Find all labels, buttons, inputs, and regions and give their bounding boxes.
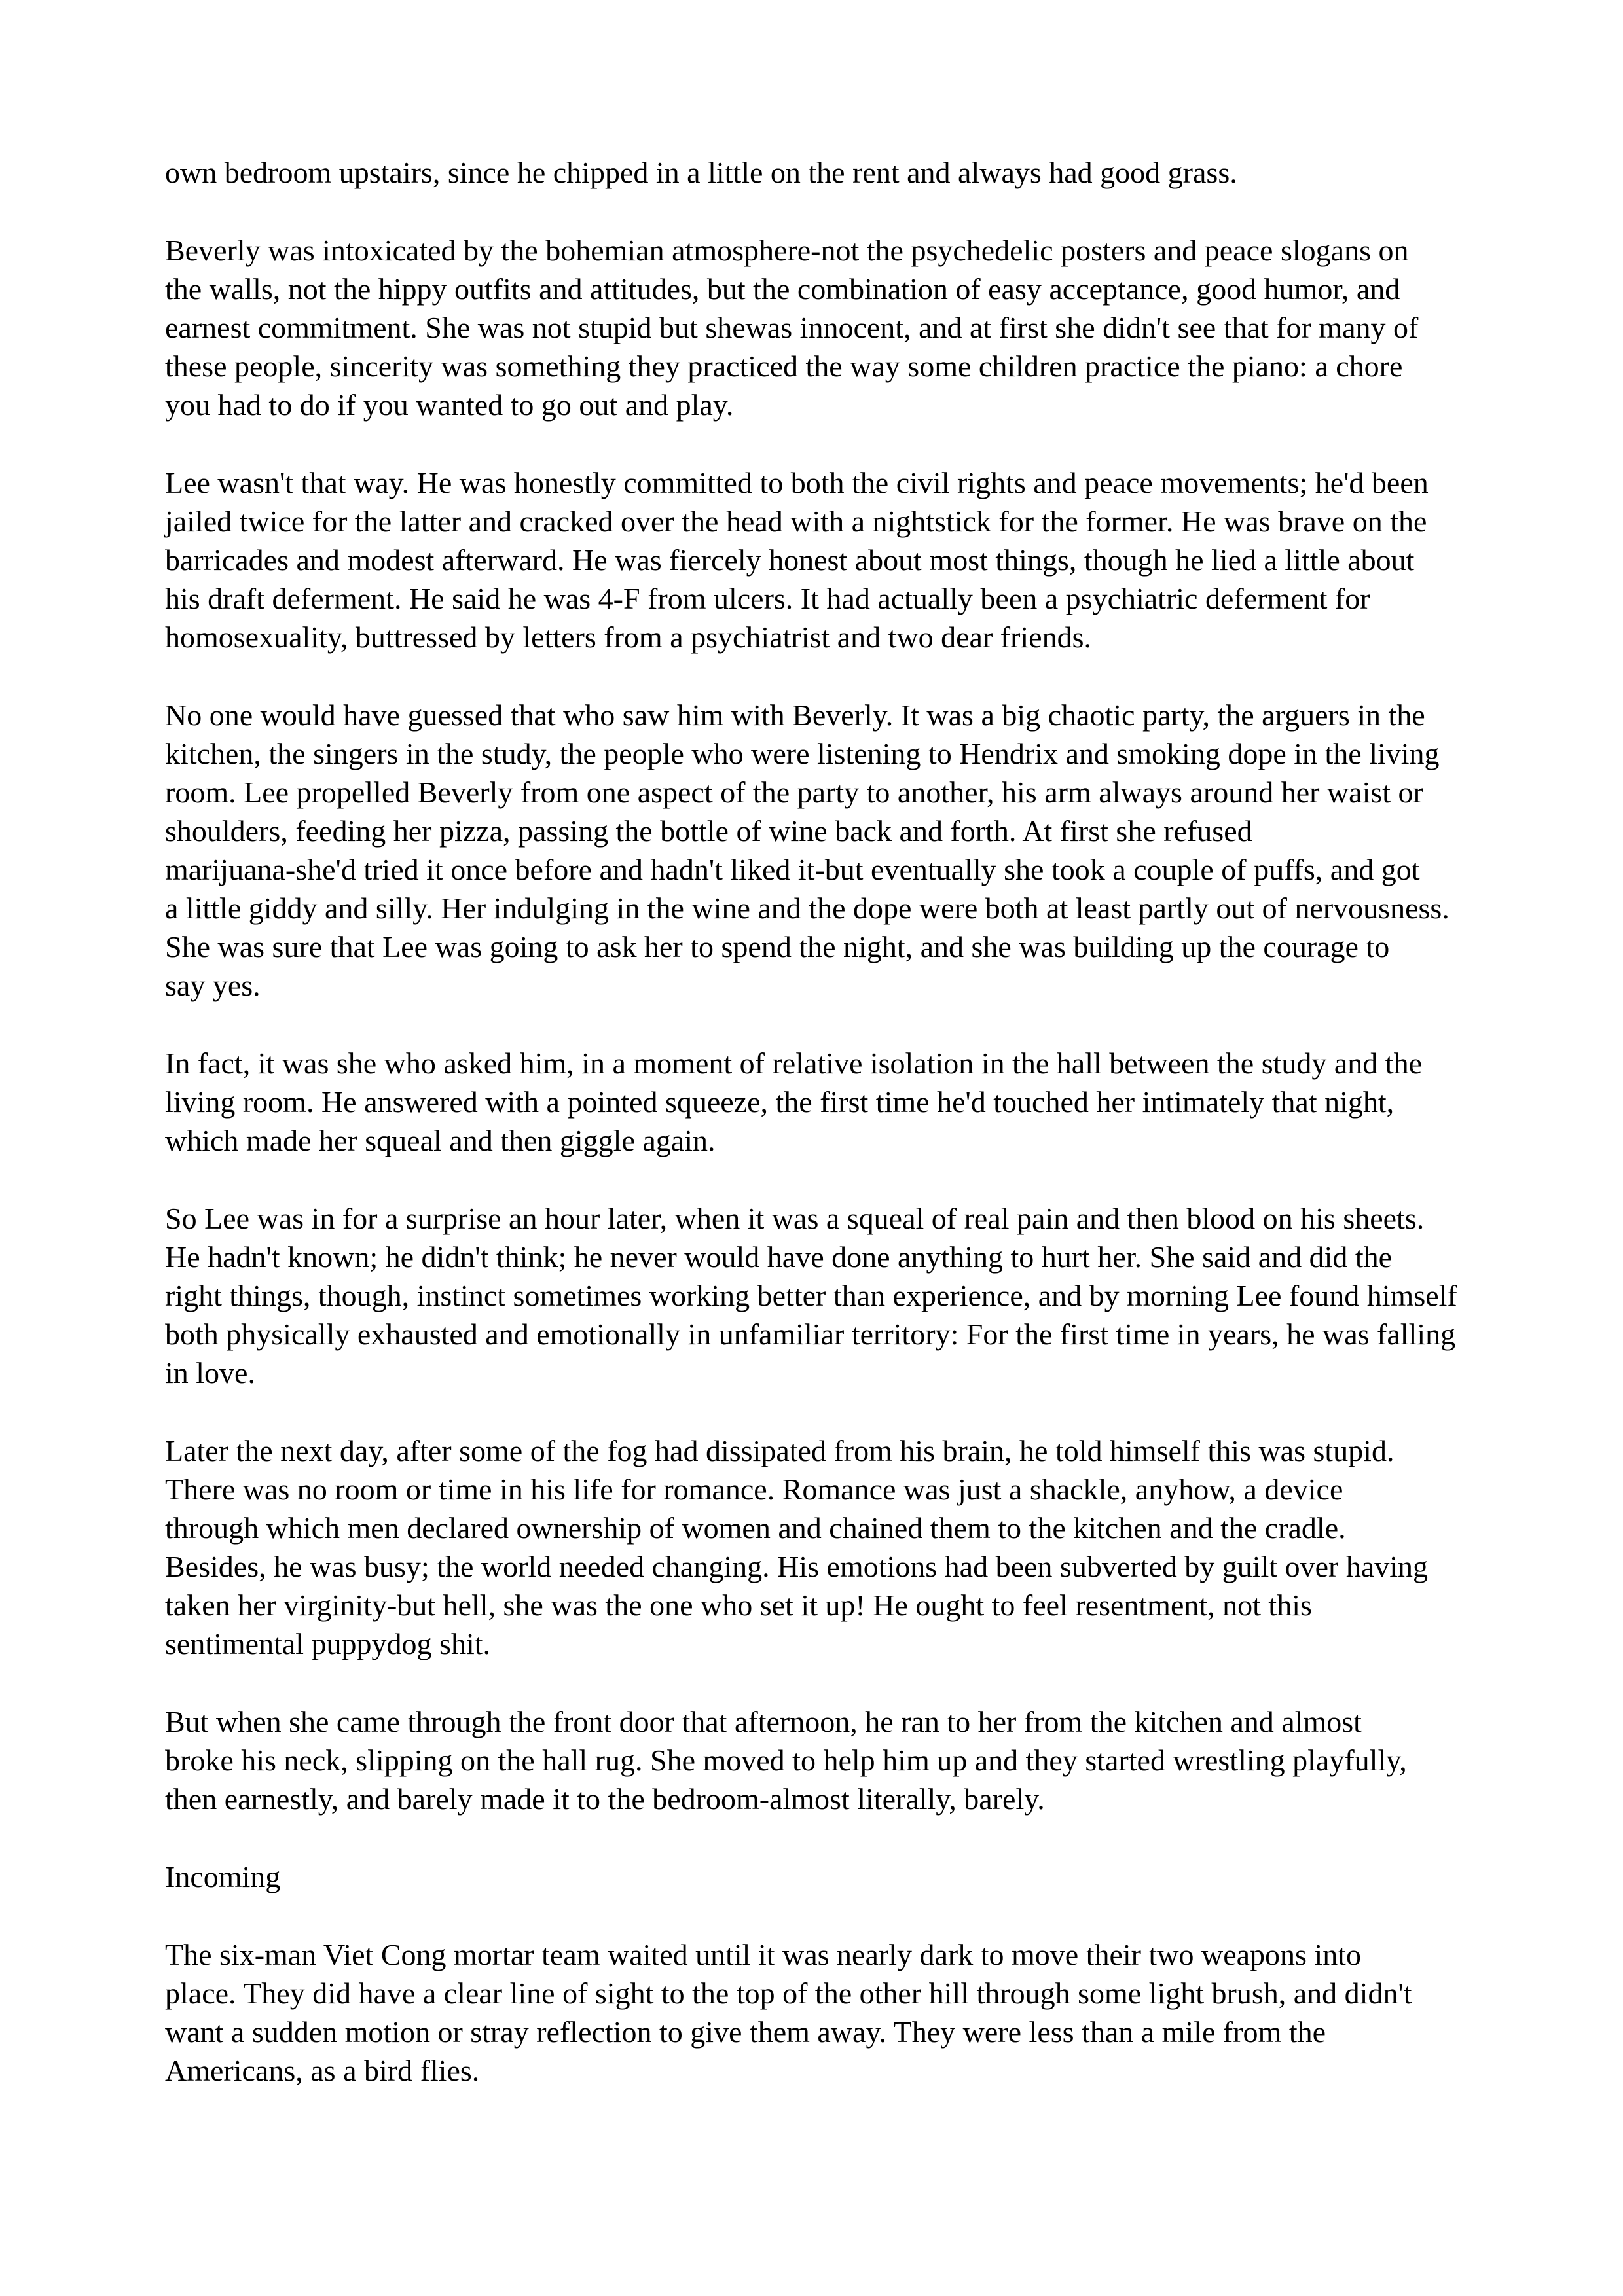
- text-line: his draft deferment. He said he was 4-F from ulcers. It had actually been a psychiatric deferment for: [165, 582, 1370, 615]
- text-line: Besides, he was busy; the world needed changing. His emotions had been subverted by guilt over having: [165, 1550, 1429, 1583]
- text-line: barricades and modest afterward. He was fiercely honest about most things, though he lied a little about: [165, 543, 1415, 577]
- text-line: She was sure that Lee was going to ask her to spend the night, and she was building up the courage to: [165, 930, 1390, 963]
- text-line: So Lee was in for a surprise an hour later, when it was a squeal of real pain and then blood on his sheets.: [165, 1202, 1425, 1235]
- paragraph: [165, 1935, 1461, 2090]
- text-line: which made her squeal and then giggle again.: [165, 1124, 716, 1157]
- text-line: right things, though, instinct sometimes working better than experience, and by morning Lee found himself: [165, 1279, 1457, 1312]
- text-line: Beverly was intoxicated by the bohemian atmosphere-not the psychedelic posters and peace slogans on: [165, 234, 1409, 267]
- text-line: room. Lee propelled Beverly from one aspect of the party to another, his arm always around her waist or: [165, 776, 1423, 809]
- text-line: taken her virginity-but hell, she was the one who set it up! He ought to feel resentment, not this: [165, 1588, 1312, 1622]
- text-line: living room. He answered with a pointed squeeze, the first time he'd touched her intimately that night,: [165, 1085, 1395, 1119]
- paragraph: [165, 231, 1461, 424]
- text-line: In fact, it was she who asked him, in a moment of relative isolation in the hall between the study and the: [165, 1047, 1423, 1080]
- text-line: the walls, not the hippy outfits and attitudes, but the combination of easy acceptance, good humor, and: [165, 272, 1400, 306]
- paragraph: [165, 1702, 1461, 1818]
- text-line: homosexuality, buttressed by letters from a psychiatrist and two dear friends.: [165, 620, 1091, 654]
- text-line: Americans, as a bird flies.: [165, 2054, 480, 2087]
- text-line: own bedroom upstairs, since he chipped in a little on the rent and always had good grass.: [165, 156, 1237, 189]
- text-line: marijuana-she'd tried it once before and hadn't liked it-but eventually she took a couple of puffs, and got: [165, 853, 1420, 886]
- text-line: shoulders, feeding her pizza, passing the bottle of wine back and forth. At first she refused: [165, 814, 1252, 848]
- text-line: these people, sincerity was something they practiced the way some children practice the piano: a chore: [165, 350, 1403, 383]
- paragraph: [165, 696, 1461, 1005]
- text-line: There was no room or time in his life for romance. Romance was just a shackle, anyhow, a device: [165, 1473, 1343, 1506]
- text-line: through which men declared ownership of women and chained them to the kitchen and the cradle.: [165, 1511, 1346, 1545]
- text-line: you had to do if you wanted to go out and play.: [165, 388, 734, 422]
- paragraph: [165, 153, 1461, 192]
- text-line: broke his neck, slipping on the hall rug. She moved to help him up and they started wrestling playfully,: [165, 1744, 1407, 1777]
- text-line: But when she came through the front door that afternoon, he ran to her from the kitchen and almost: [165, 1705, 1362, 1738]
- paragraph: [165, 1199, 1461, 1392]
- text-line: Lee wasn't that way. He was honestly committed to both the civil rights and peace movements; he'd been: [165, 466, 1429, 499]
- document-page: [165, 153, 1461, 2129]
- paragraph: [165, 1431, 1461, 1663]
- text-line: both physically exhausted and emotionally in unfamiliar territory: For the first time in years, he was falling: [165, 1318, 1456, 1351]
- text-line: The six-man Viet Cong mortar team waited until it was nearly dark to move their two weapons into: [165, 1938, 1362, 1971]
- text-line: in love.: [165, 1356, 255, 1390]
- text-line: say yes.: [165, 969, 261, 1002]
- text-line: place. They did have a clear line of sight to the top of the other hill through some light brush, and didn't: [165, 1977, 1412, 2010]
- paragraph: [165, 463, 1461, 656]
- text-line: a little giddy and silly. Her indulging in the wine and the dope were both at least partly out of nervousness.: [165, 891, 1450, 925]
- text-line: then earnestly, and barely made it to the bedroom-almost literally, barely.: [165, 1782, 1045, 1816]
- text-line: want a sudden motion or stray reflection to give them away. They were less than a mile from the: [165, 2015, 1326, 2049]
- text-line: jailed twice for the latter and cracked over the head with a nightstick for the former. He was brave on the: [165, 505, 1427, 538]
- text-line: He hadn't known; he didn't think; he never would have done anything to hurt her. She said and did the: [165, 1240, 1393, 1274]
- section-heading: [165, 1857, 1461, 1896]
- text-line: sentimental puppydog shit.: [165, 1627, 491, 1660]
- text-line: No one would have guessed that who saw him with Beverly. It was a big chaotic party, the arguers in the: [165, 698, 1425, 732]
- text-line: earnest commitment. She was not stupid but shewas innocent, and at first she didn't see that for many of: [165, 311, 1419, 344]
- text-line: kitchen, the singers in the study, the people who were listening to Hendrix and smoking dope in the living: [165, 737, 1440, 770]
- heading-text: Incoming: [165, 1860, 281, 1893]
- paragraph: [165, 1044, 1461, 1160]
- text-line: Later the next day, after some of the fog had dissipated from his brain, he told himself this was stupid.: [165, 1434, 1395, 1467]
